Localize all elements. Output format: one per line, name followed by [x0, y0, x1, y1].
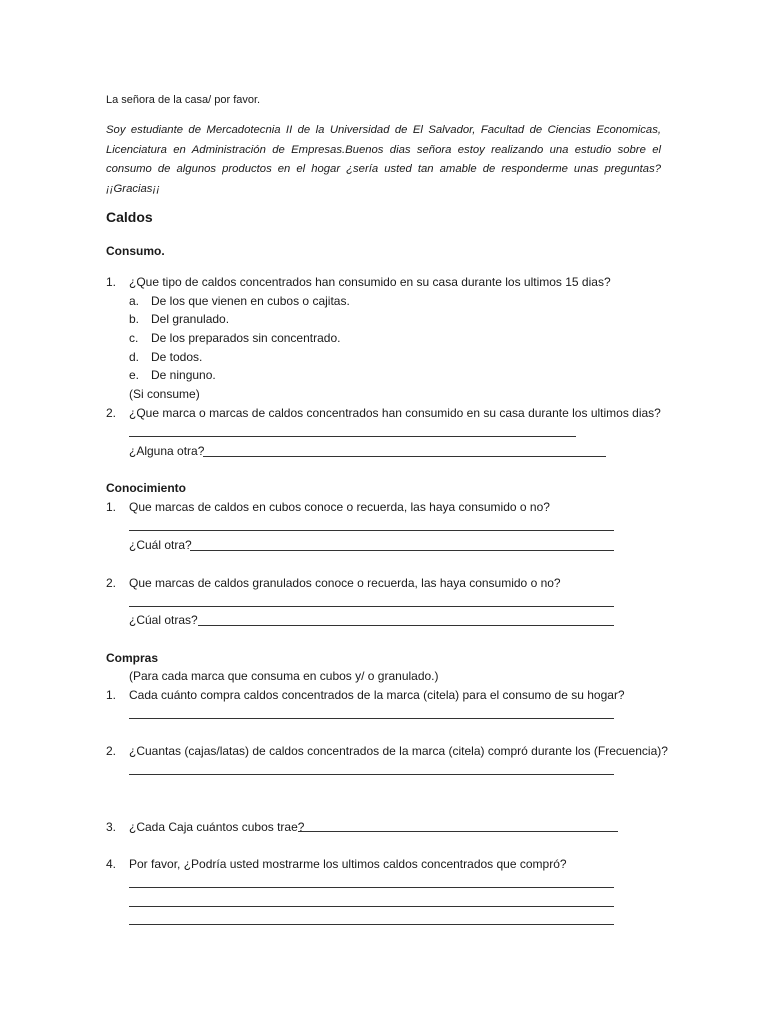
greeting: La señora de la casa/ por favor. — [106, 94, 261, 106]
word: o — [199, 406, 206, 420]
word: consumido — [405, 406, 464, 420]
consumo-q2-text — [129, 405, 661, 421]
compras-heading: Compras — [106, 651, 159, 665]
compras-q2-text: ¿Cuantas (cajas/latas) de caldos concentrados de la marca (citela) compró durante los (Frecuencia)? — [129, 744, 668, 758]
word: casa — [499, 406, 525, 420]
consumo-q2-number: 2. — [106, 406, 117, 420]
word: de — [251, 406, 266, 420]
option-letter: d. — [129, 350, 140, 364]
option-letter: c. — [129, 331, 139, 345]
word: dias? — [632, 406, 661, 420]
section-title: Caldos — [106, 209, 153, 225]
word: ¿Que — [129, 406, 160, 420]
conocimiento-q2-text: Que marcas de caldos granulados conoce o recuerda, las haya consumido o no? — [129, 576, 561, 590]
option-text: De todos. — [151, 350, 203, 364]
answer-line[interactable] — [129, 530, 614, 531]
option-letter: b. — [129, 312, 140, 326]
answer-line[interactable] — [129, 436, 576, 437]
answer-line[interactable] — [203, 456, 606, 457]
conocimiento-heading: Conocimiento — [106, 481, 186, 495]
word: concentrados — [306, 406, 379, 420]
word: su — [483, 406, 497, 420]
intro-paragraph: Soy estudiante de Mercadotecnia II de la Universidad de El Salvador, Facultad de Ciencias Economicas, Licenciatura en Administración de Empresas.Buenos dias señora estoy realizando una estudio sobre el consumo de algunos productos en el hogar ¿sería usted tan amable de responderme unas preguntas? ¡¡Gracias¡¡ — [106, 124, 661, 195]
answer-line[interactable] — [129, 887, 614, 888]
answer-line[interactable] — [190, 550, 614, 551]
conocimiento-q1-text: Que marcas de caldos en cubos conoce o recuerda, las haya consumido o no? — [129, 500, 550, 514]
word: en — [466, 406, 480, 420]
answer-line[interactable] — [198, 625, 614, 626]
compras-q4-text: Por favor, ¿Podría usted mostrarme los ultimos caldos concentrados que compró? — [129, 857, 567, 871]
answer-line[interactable] — [129, 774, 614, 775]
conocimiento-q1-number: 1. — [106, 500, 117, 514]
word: durante — [528, 406, 569, 420]
option-text: De los que vienen en cubos o cajitas. — [151, 294, 350, 308]
answer-line[interactable] — [129, 924, 614, 925]
option-text: De ninguno. — [151, 368, 216, 382]
answer-line[interactable] — [129, 606, 614, 607]
option-text: Del granulado. — [151, 312, 230, 326]
compras-q3-number: 3. — [106, 820, 117, 834]
word: marca — [162, 406, 196, 420]
option-text: De los preparados sin concentrado. — [151, 331, 341, 345]
option-letter: e. — [129, 368, 140, 382]
compras-q3-text: ¿Cada Caja cuántos cubos trae? — [129, 820, 305, 834]
consumo-note: (Si consume) — [129, 387, 200, 401]
conocimiento-q1-other-label: ¿Cuál otra? — [129, 538, 192, 552]
answer-line[interactable] — [298, 831, 618, 832]
compras-q1-text: Cada cuánto compra caldos concentrados de la marca (citela) para el consumo de su hogar? — [129, 688, 625, 702]
compras-note: (Para cada marca que consuma en cubos y/ o granulado.) — [129, 669, 439, 683]
consumo-q2-other-label: ¿Alguna otra? — [129, 444, 205, 458]
word: caldos — [268, 406, 304, 420]
compras-q1-number: 1. — [106, 688, 117, 702]
conocimiento-q2-other-label: ¿Cúal otras? — [129, 613, 198, 627]
compras-q2-number: 2. — [106, 744, 117, 758]
word: los — [572, 406, 588, 420]
option-letter: a. — [129, 294, 140, 308]
consumo-q1-text: ¿Que tipo de caldos concentrados han consumido en su casa durante los ultimos 15 dias? — [129, 275, 611, 289]
answer-line[interactable] — [129, 906, 614, 907]
conocimiento-q2-number: 2. — [106, 576, 117, 590]
answer-line[interactable] — [129, 718, 614, 719]
compras-q4-number: 4. — [106, 857, 117, 871]
consumo-q1-number: 1. — [106, 275, 117, 289]
word: han — [381, 406, 402, 420]
word: ultimos — [590, 406, 629, 420]
word: marcas — [209, 406, 249, 420]
consumo-heading: Consumo. — [106, 244, 165, 258]
